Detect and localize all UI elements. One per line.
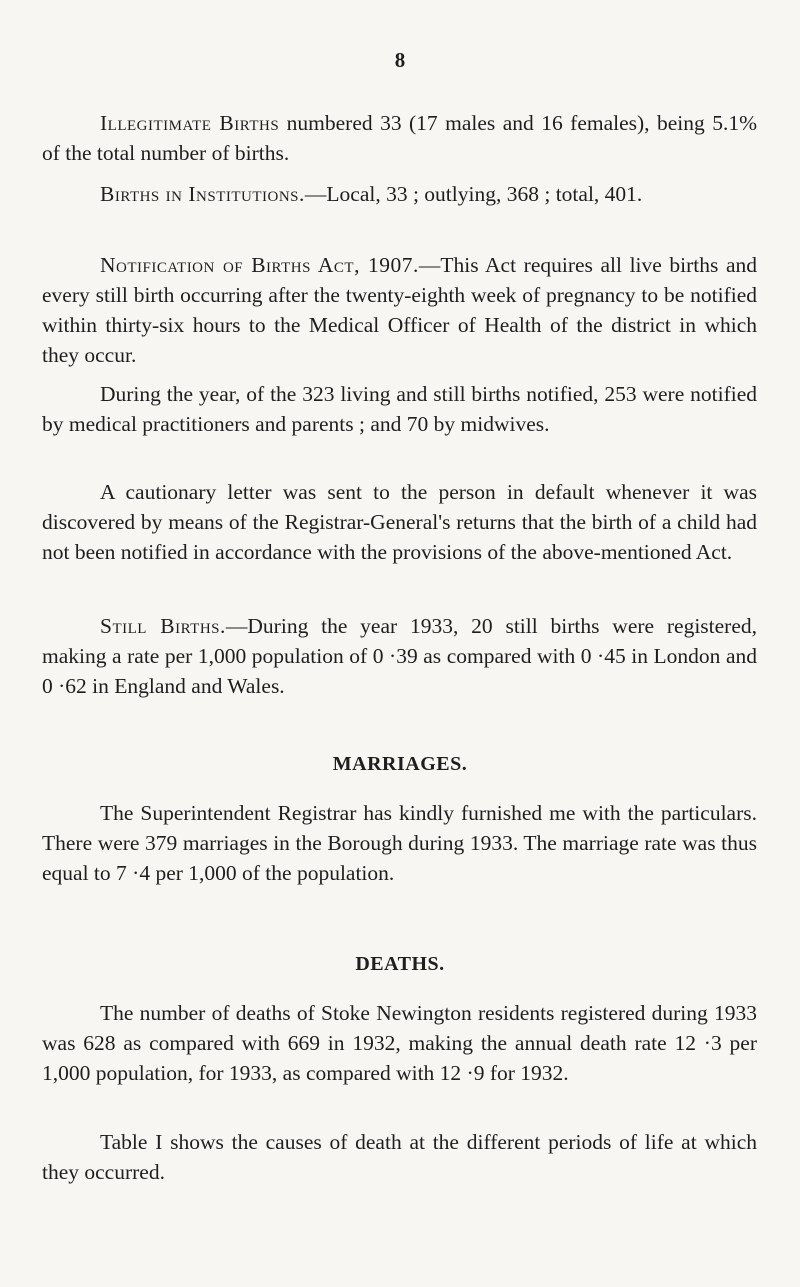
page-number: 8 (394, 48, 406, 72)
paragraph-deaths (42, 998, 757, 1088)
paragraph-cautionary-letter (42, 477, 757, 567)
section-heading-deaths: DEATHS. (355, 953, 445, 975)
paragraph-text: During the year, of the 323 living and still births notified, 253 were notified by medical practitioners and parents ; and 70 by midwives. (42, 382, 757, 436)
paragraph-text: —Local, 33 ; outlying, 368 ; total, 401. (304, 182, 643, 206)
paragraph-marriages (42, 798, 757, 888)
paragraph-text: numbered 33 (17 males and 16 females), being 5.1% of the total number of births. (42, 111, 757, 165)
paragraph-text: The number of deaths of Stoke Newington residents registered during 1933 was 628 as compared with 669 in 1932, making the annual death rate 12 ·3 per 1,000 population, for 1933, as compared with 12 ·9 for 1932. (42, 1001, 757, 1085)
paragraph-illegitimate-births (42, 108, 757, 168)
paragraph-text: —During the year 1933, 20 still births were registered, making a rate per 1,000 population of 0 ·39 as compared with 0 ·45 in London and 0 ·62 in England and Wales. (42, 614, 757, 698)
paragraph-lead: Still Births. (100, 614, 226, 638)
paragraph-during-year (42, 379, 757, 439)
paragraph-text: —This Act requires all live births and every still birth occurring after the twenty-eighth week of pregnancy to be notified within thirty-six hours to the Medical Officer of Health of the district in which they occur. (42, 253, 757, 367)
paragraph-lead: Births in Institutions. (100, 182, 305, 206)
paragraph-lead: Notification of Births Act, 1907. (100, 253, 419, 277)
paragraph-text: The Superintendent Registrar has kindly furnished me with the particulars. There were 379 marriages in the Borough during 1933. The marriage rate was thus equal to 7 ·4 per 1,000 of the population. (42, 801, 757, 885)
paragraph-births-in-institutions (42, 179, 757, 209)
paragraph-table-reference (42, 1127, 757, 1187)
section-heading-marriages: MARRIAGES. (332, 753, 468, 775)
paragraph-notification-act (42, 250, 757, 370)
paragraph-still-births (42, 611, 757, 701)
paragraph-lead: Illegitimate Births (100, 111, 280, 135)
paragraph-text: Table I shows the causes of death at the different periods of life at which they occurred. (42, 1130, 757, 1184)
paragraph-text: A cautionary letter was sent to the person in default whenever it was discovered by means of the Registrar-General's returns that the birth of a child had not been notified in accordance with the provisions of the above-mentioned Act. (42, 480, 757, 564)
